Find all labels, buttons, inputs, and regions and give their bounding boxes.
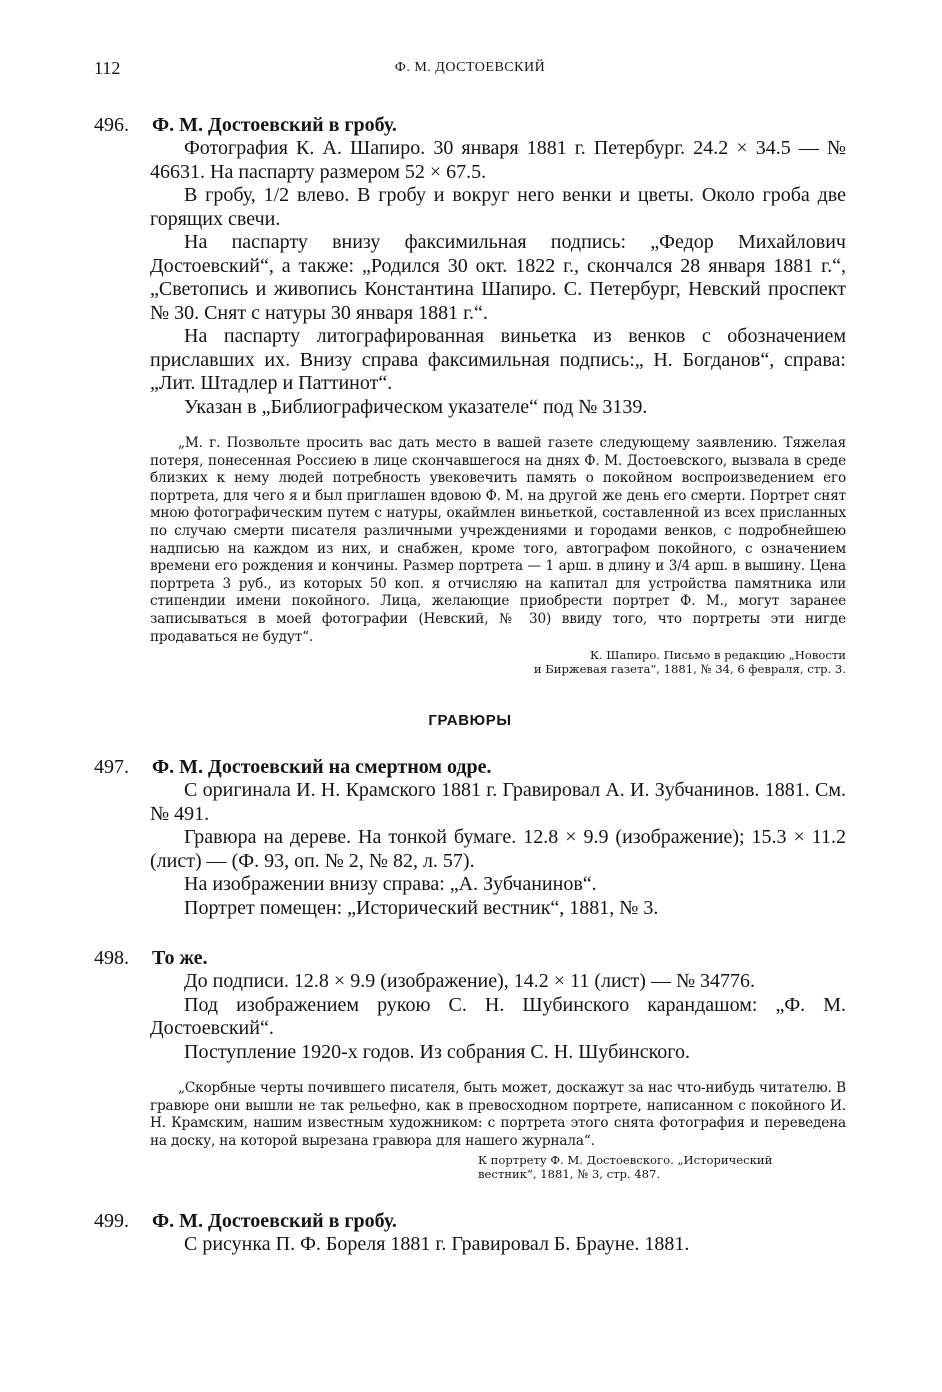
quotation-text: „Скорбные черты почившего писателя, быть может, доскажут за нас что-нибудь читателю. В гравюре они вышли не так рельефно, как в превосходном портрете, написанном с покойного И. Н. Крамским, нашим известным художником: с портрета этого снята фотография и переведена на доску, на которой вырезана гравюра для нашего журнала“.	[150, 1080, 846, 1149]
entry-paragraph: С оригинала И. Н. Крамского 1881 г. Гравировал А. И. Зубчанинов. 1881. См. № 491.	[150, 779, 846, 825]
entry-heading	[94, 1209, 846, 1233]
entry-heading	[94, 946, 846, 970]
catalog-entry-498	[94, 946, 846, 1180]
citation-line: К портрету Ф. М. Достоевского. „Исторический	[478, 1152, 773, 1167]
entry-body	[150, 137, 846, 419]
quotation	[150, 435, 846, 646]
entry-number: 497.	[94, 756, 129, 779]
entry-paragraph: До подписи. 12.8 × 9.9 (изображение), 14.2 × 11 (лист) — № 34776.	[184, 970, 756, 993]
entry-paragraph: На изображении внизу справа: „А. Зубчанинов“.	[184, 873, 597, 896]
entry-number: 498.	[94, 947, 129, 970]
entry-paragraph: Портрет помещен: „Исторический вестник“, 1881, № 3.	[184, 896, 659, 919]
section-heading: ГРАВЮРЫ	[428, 712, 512, 730]
catalog-entry-497	[94, 755, 846, 920]
entry-paragraph: На паспарту внизу факсимильная подпись: „Федор Михайлович Достоевский“, а также: „Родился 30 окт. 1822 г., скончался 28 января 1881 г.“, „Светопись и живопись Константина Шапиро. С. Петербург, Невский проспект № 30. Снят с натуры 30 января 1881 г.“.	[150, 231, 846, 324]
entry-title: Ф. М. Достоевский в гробу.	[152, 114, 397, 136]
citation	[478, 1153, 846, 1181]
entry-paragraph: На паспарту литографированная виньетка из венков с обозначением приславших их. Внизу справа факсимильная подпись:„ Н. Богданов“, справа: „Лит. Штадлер и Паттинот“.	[150, 325, 846, 394]
entry-title: То же.	[152, 947, 208, 970]
quotation-text: „М. г. Позвольте просить вас дать место в вашей газете следующему заявлению. Тяжелая потеря, понесенная Россиею в лице скончавшегося на днях Ф. М. Достоевского, вызвала в среде близких к нему людей потребность увековечить память о покойном воспроизведением его портрета, для чего я и был приглашен вдовою Ф. М. на другой же день его смерти. Портрет снят мною фотографическим путем с натуры, окаймлен виньеткой, составленной из всех присланных по случаю смерти писателя различными учреждениями и городами венков, с подробнейшею надписью на каждом из них, и снабжен, кроме того, автографом покойного, с означением времени его рождения и кончины. Размер портрета — 1 арш. в длину и 3/4 арш. в вышину. Цена портрета 3 руб., из которых 50 коп. я отчисляю на капитал для устройства памятника или стипендии имени покойного. Лица, желающие приобрести портрет Ф. М., могут заранее записываться в моей фотографии (Невский, № 30) ввиду того, что портреты эти нигде продаваться не будут“.	[150, 435, 846, 645]
catalog-entry-499	[94, 1209, 846, 1257]
citation-line: К. Шапиро. Письмо в редакцию „Новости	[589, 648, 846, 663]
quotation	[150, 1080, 846, 1150]
entry-heading	[94, 755, 846, 779]
entry-title: Ф. М. Достоевский в гробу.	[152, 1209, 397, 1232]
citation-line: вестник“, 1881, № 3, стр. 487.	[478, 1166, 661, 1181]
entry-number: 496.	[94, 114, 129, 136]
entry-body	[150, 779, 846, 920]
catalog-entry-496	[94, 113, 846, 676]
entry-paragraph: В гробу, 1/2 влево. В гробу и вокруг него венки и цветы. Около гроба две горящих свечи.	[150, 184, 846, 230]
page-number: 112	[94, 58, 121, 78]
entry-paragraph: С рисунка П. Ф. Бореля 1881 г. Гравировал Б. Брауне. 1881.	[184, 1232, 690, 1255]
entry-body	[150, 1233, 846, 1257]
entry-paragraph: Фотография К. А. Шапиро. 30 января 1881 г. Петербург. 24.2 × 34.5 — № 46631. На паспарту размером 52 × 67.5.	[150, 137, 846, 183]
page	[94, 52, 846, 1256]
entry-paragraph: Гравюра на дереве. На тонкой бумаге. 12.8 × 9.9 (изображение); 15.3 × 11.2 (лист) — (Ф. 93, оп. № 2, № 82, л. 57).	[150, 826, 846, 872]
citation-line: и Биржевая газета“, 1881, № 34, 6 февраля, стр. 3.	[533, 662, 846, 677]
entry-title: Ф. М. Достоевский на смертном одре.	[152, 756, 492, 779]
running-head	[94, 52, 846, 82]
entry-body	[150, 970, 846, 1064]
citation	[394, 648, 846, 676]
entry-paragraph: Поступление 1920-х годов. Из собрания С. Н. Шубинского.	[184, 1040, 690, 1063]
entry-number: 499.	[94, 1209, 129, 1232]
running-title: Ф. М. ДОСТОЕВСКИЙ	[394, 60, 546, 75]
entry-paragraph: Указан в „Библиографическом указателе“ под № 3139.	[184, 395, 648, 418]
entry-paragraph: Под изображением рукою С. Н. Шубинского карандашом: „Ф. М. Достоевский“.	[150, 993, 846, 1040]
entry-heading	[94, 113, 846, 137]
